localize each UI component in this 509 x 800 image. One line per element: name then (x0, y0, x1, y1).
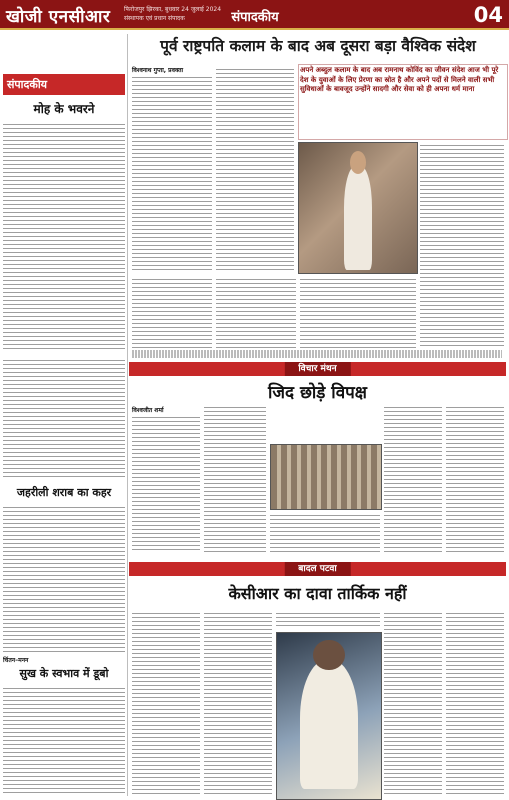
section-two-col-3 (270, 512, 380, 552)
editorial-banner: संपादकीय (3, 74, 125, 95)
third-section-tag: चिंतन–मनन (3, 657, 29, 664)
editorial-body-text-2 (3, 357, 125, 477)
section-two-ribbon (129, 362, 506, 376)
third-editorial-body (3, 685, 125, 796)
lead-photo-figure (344, 166, 372, 270)
kcr-photo-figure (300, 660, 358, 789)
dateline-date: फिरोजपुर झिरका, बुधवार 24 जुलाई 2024 (124, 6, 222, 13)
section-three-col-5 (446, 610, 504, 796)
masthead-rule (0, 28, 509, 30)
lead-body-col-1 (132, 74, 212, 270)
section-three-ribbon (129, 562, 506, 576)
section-three-col-2 (204, 610, 272, 796)
section-two-ribbon-label: विचार मंथन (284, 362, 350, 376)
section-three-col-1 (132, 610, 200, 796)
lead-byline: विश्वनाथ गुप्ता, प्रवक्ता (132, 67, 184, 74)
pull-quote: अपने अब्दुल कलाम के बाद अब रामनाथ कोविंद का जीवन संदेश आज भी पूरे देश के युवाओं के लिए प्रेरणा का स्रोत है और अपने पदों से मिलने वाली सभी सुविधाओं के बावजूद उन्होंने सादगी और सेवा को ही अपना धर्म माना (300, 66, 499, 93)
lead-headline: पूर्व राष्ट्रपति कलाम के बाद अब दूसरा बड़ा वैश्विक संदेश (160, 36, 476, 55)
section-two-col-5 (446, 404, 504, 552)
third-editorial-headline: सुख के स्वभाव में डूबो (19, 667, 109, 680)
section-three-col-4 (384, 610, 442, 796)
editorial-body-text (3, 121, 125, 351)
section-two-col-2 (204, 404, 266, 552)
column-divider (127, 34, 128, 796)
section-three-col-3 (276, 610, 380, 628)
second-editorial-headline: जहरीली शराब का कहर (16, 486, 112, 499)
kcr-photo (276, 632, 382, 800)
lead-body-col-2 (216, 66, 294, 270)
editorial-headline: मोह के भवरने (33, 102, 95, 116)
lead-body-col-4 (420, 142, 504, 348)
section-three-headline: केसीआर का दावा तार्किक नहीं (228, 584, 407, 603)
lead-photo (298, 142, 418, 274)
kcr-photo-head (313, 640, 344, 670)
section-two-byline: विश्वजीत शर्मा (132, 407, 164, 414)
second-editorial-body (3, 504, 125, 654)
dateline-editor: संस्थापक एवं प्रधान संपादक (124, 15, 185, 22)
section-two-col-4 (384, 404, 442, 552)
lead-body-col-2b (216, 276, 296, 348)
section-two-headline: जिद छोड़े विपक्ष (268, 383, 367, 403)
lead-body-col-1b (132, 276, 212, 348)
editorial-column (3, 32, 125, 796)
page-number: 04 (473, 3, 503, 27)
lead-body-col-3b (300, 276, 416, 348)
parliament-photo (270, 444, 382, 510)
publication-logo: खोजी एनसीआर (6, 7, 111, 27)
masthead (0, 0, 509, 30)
section-three-ribbon-label: बादल पटवा (284, 562, 350, 576)
section-title: संपादकीय (231, 10, 279, 25)
lead-photo-caption (132, 350, 502, 358)
section-two-col-1 (132, 414, 200, 552)
